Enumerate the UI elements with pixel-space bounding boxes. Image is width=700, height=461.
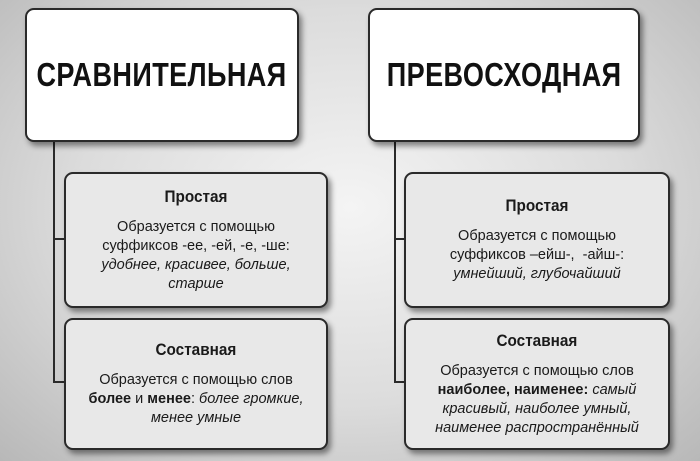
comparative-compound-examples1: более громкие, xyxy=(199,391,304,407)
superlative-simple-line2: суффиксов –ейш-, -айш-: xyxy=(449,247,625,263)
superlative-compound-examples2: красивый, наиболее умный, xyxy=(442,400,632,417)
superlative-compound-bold: наиболее, наименее: xyxy=(437,381,589,398)
comparative-simple-examples2: старше xyxy=(168,275,224,292)
comparative-compound-bold2: менее xyxy=(147,391,191,407)
superlative-simple-box xyxy=(404,172,670,308)
superlative-compound-title: Составная xyxy=(496,330,578,350)
superlative-simple-title: Простая xyxy=(505,196,569,215)
comparative-compound-line1: Образуется с помощью слов xyxy=(99,372,293,388)
superlative-simple-line1: Образуется с помощью xyxy=(458,228,616,244)
superlative-compound-body xyxy=(435,362,639,438)
comparative-simple-line2: суффиксов -ее, -ей, -е, -ше: xyxy=(102,237,290,254)
comparative-compound-title: Составная xyxy=(155,340,237,359)
superlative-header xyxy=(368,8,640,142)
comparative-simple-box xyxy=(64,172,328,308)
comparative-title: СРАВНИТЕЛЬНАЯ xyxy=(36,56,288,93)
comparative-simple-body xyxy=(101,218,290,294)
superlative-simple-body xyxy=(450,227,624,284)
superlative-title: ПРЕВОСХОДНАЯ xyxy=(386,56,622,93)
comparative-simple-examples1: удобнее, красивее, больше, xyxy=(101,256,291,273)
comparative-compound-examples2: менее умные xyxy=(150,410,242,426)
comparative-header xyxy=(25,8,299,142)
comparative-simple-title: Простая xyxy=(164,186,228,206)
superlative-simple-examples1: умнейший, глубочайший xyxy=(453,266,621,282)
superlative-compound-examples3: наименее распространённый xyxy=(435,419,639,436)
comparative-compound-bold1: более xyxy=(88,391,132,407)
superlative-compound-line1: Образуется с помощью слов xyxy=(440,362,634,379)
left-connector-vertical xyxy=(53,140,55,383)
comparative-simple-line1: Образуется с помощью xyxy=(117,218,275,235)
comparative-compound-and: и xyxy=(131,391,148,407)
comparative-compound-colon: : xyxy=(190,391,200,407)
right-connector-vertical xyxy=(394,140,396,383)
comparative-compound-box xyxy=(64,318,328,450)
superlative-compound-box xyxy=(404,318,670,450)
superlative-compound-examples1: самый xyxy=(588,381,637,398)
comparative-compound-body xyxy=(89,371,304,428)
